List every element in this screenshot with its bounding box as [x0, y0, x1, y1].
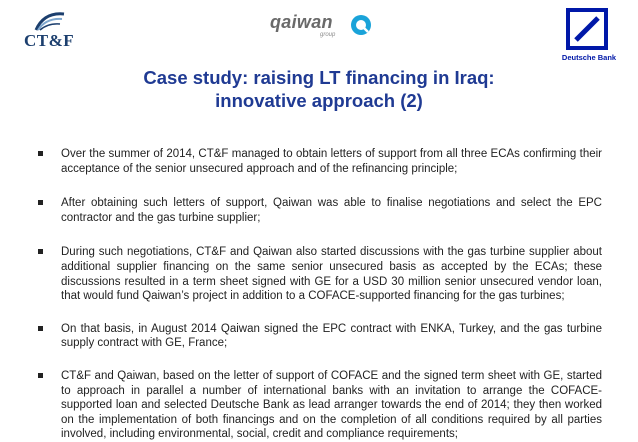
ctf-emblem-icon: [34, 10, 66, 32]
qaiwan-logo-subtext: group: [320, 32, 336, 38]
square-bullet-icon: [38, 200, 43, 205]
qaiwan-logo: [270, 10, 380, 40]
deutsche-bank-label: Deutsche Bank: [561, 53, 617, 62]
bullet-text: During such negotiations, CT&F and Qaiwan also started discussions with the gas turbine supplier about additional supplier financing on the same senior unsecured basis as accepted by the ECAs; these discussions resulted in a term sheet signed with GE for a USD 30 million senior unsecured vendor loan, that would fund Qaiwan’s project in addition to a COFACE-supported financing for the gas turbines;: [61, 246, 602, 303]
bullet-text: After obtaining such letters of support, Qaiwan was able to finalise negotiations and select the EPC contractor and the gas turbine supplier;: [61, 197, 602, 224]
bullet-text: On that basis, in August 2014 Qaiwan signed the EPC contract with ENKA, Turkey, and the gas turbine supply contract with GE, France;: [61, 322, 602, 350]
bullet-item: [38, 196, 602, 225]
slide-title-line-1: Case study: raising LT financing in Iraq:: [143, 67, 495, 88]
bullet-item: [38, 147, 602, 176]
bullet-list: [38, 147, 602, 442]
bullet-item: [38, 245, 602, 303]
qaiwan-q-icon: [350, 14, 372, 36]
bullet-item: [38, 322, 602, 351]
slide-title-line-2: innovative approach (2): [215, 90, 423, 111]
slide-title: [60, 66, 578, 112]
bullet-text: Over the summer of 2014, CT&F managed to obtain letters of support from all three ECAs confirming their acceptance of the senior unsecured approach and of the refinancing principle;: [61, 148, 602, 175]
square-bullet-icon: [38, 151, 43, 156]
qaiwan-logo-text: qaiwan: [270, 12, 333, 32]
ctf-logo: [18, 10, 90, 50]
square-bullet-icon: [38, 326, 43, 331]
square-bullet-icon: [38, 373, 43, 378]
bullet-item: [38, 369, 602, 442]
deutsche-bank-logo: [554, 8, 624, 60]
square-bullet-icon: [38, 249, 43, 254]
deutsche-bank-slash-icon: [566, 8, 608, 50]
bullet-text: CT&F and Qaiwan, based on the letter of support of COFACE and the signed term sheet with GE, started to approach in parallel a number of international banks with an invitation to arrange the COFACE-supported loan and selected Deutsche Bank as lead arranger towards the end of 2014; they then worked on the implementation of both financings and on the completion of all conditions required by all parties involved, including environmental, social, credit and compliance requirements;: [61, 369, 602, 441]
ctf-logo-text: CT&F: [24, 31, 75, 50]
